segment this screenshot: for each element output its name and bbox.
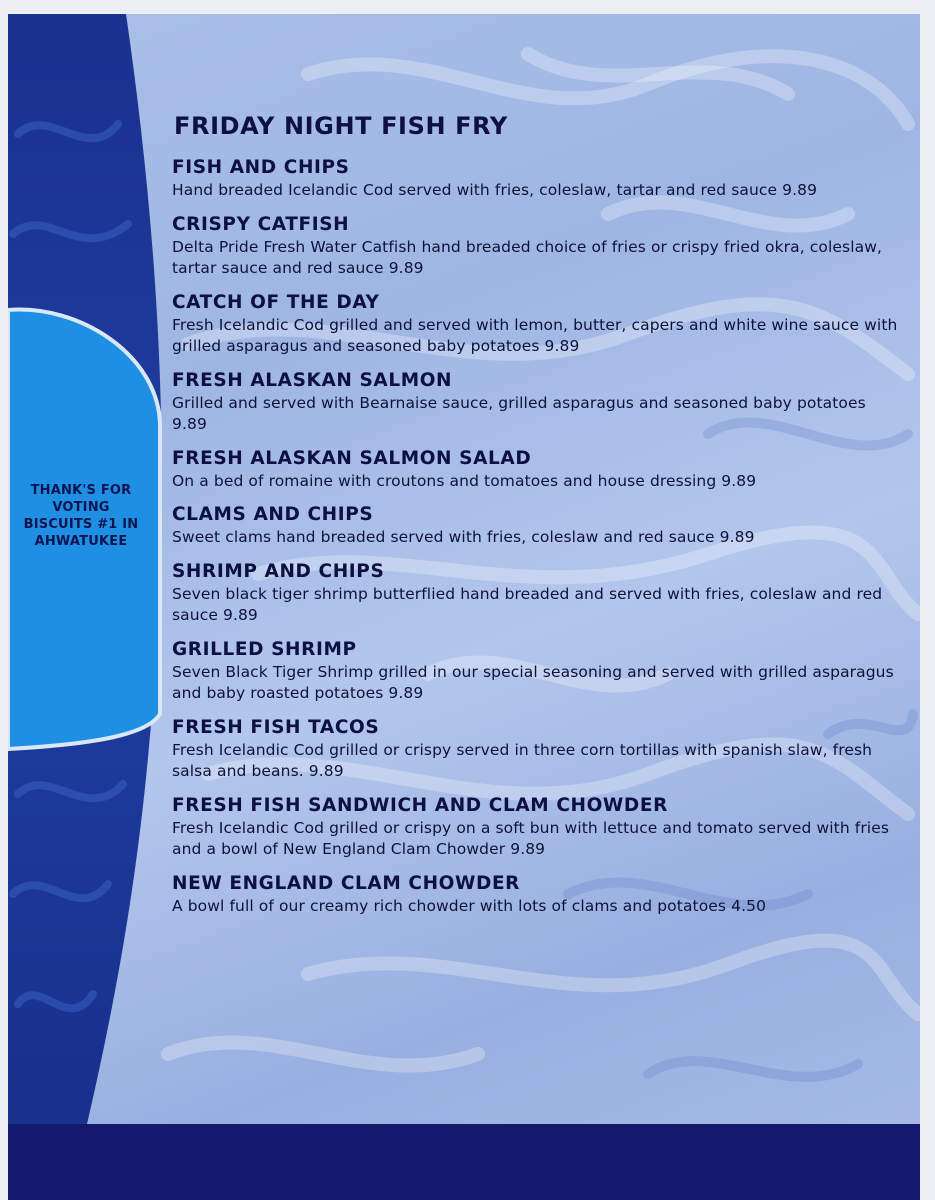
item-description: On a bed of romaine with croutons and tomatoes and house dressing 9.89 xyxy=(172,471,757,490)
item-description: Seven black tiger shrimp butterflied hand breaded and served with fries, coleslaw and red sauce 9.89 xyxy=(172,584,883,624)
item-name: CRISPY CATFISH xyxy=(172,213,350,235)
item-name: NEW ENGLAND CLAM CHOWDER xyxy=(172,872,521,894)
item-name: GRILLED SHRIMP xyxy=(172,638,357,660)
menu-item-grilled-shrimp xyxy=(172,638,902,705)
menu-item-salmon-salad xyxy=(172,447,902,493)
side-thanks-note xyxy=(2,482,160,550)
side-note-line: VOTING xyxy=(52,500,110,515)
item-name: FRESH FISH SANDWICH AND CLAM CHOWDER xyxy=(172,794,668,816)
side-note-line: BISCUITS #1 IN xyxy=(23,517,139,532)
side-note-line: AHWATUKEE xyxy=(34,534,128,549)
item-description: Fresh Icelandic Cod grilled and served with lemon, butter, capers and white wine sauce with grilled asparagus and seasoned baby potatoes 9.89 xyxy=(172,315,898,355)
menu-item-fish-and-chips xyxy=(172,156,902,202)
item-name: CLAMS AND CHIPS xyxy=(172,504,374,525)
item-name: FRESH FISH TACOS xyxy=(172,716,380,738)
item-name: SHRIMP AND CHIPS xyxy=(172,560,385,582)
menu-item-crispy-catfish xyxy=(172,213,902,280)
item-description: Grilled and served with Bearnaise sauce, grilled asparagus and seasoned baby potatoes 9.89 xyxy=(172,393,866,433)
item-name: FRESH ALASKAN SALMON xyxy=(172,369,453,391)
item-description: Fresh Icelandic Cod grilled or crispy served in three corn tortillas with spanish slaw, fresh salsa and beans. 9.89 xyxy=(172,740,873,780)
bottom-navy-bar xyxy=(8,1124,920,1200)
item-description: Delta Pride Fresh Water Catfish hand breaded choice of fries or crispy fried okra, coleslaw, tartar sauce and red sauce 9.89 xyxy=(172,237,883,277)
menu-item-fresh-alaskan-salmon xyxy=(172,369,902,436)
menu-title: FRIDAY NIGHT FISH FRY xyxy=(174,112,508,140)
menu-item-catch-of-the-day xyxy=(172,291,902,358)
item-description: Sweet clams hand breaded served with fries, coleslaw and red sauce 9.89 xyxy=(172,528,755,546)
item-description: A bowl full of our creamy rich chowder with lots of clams and potatoes 4.50 xyxy=(172,896,767,915)
menu-item-shrimp-and-chips xyxy=(172,560,902,627)
item-name: FRESH ALASKAN SALMON SALAD xyxy=(172,447,532,469)
menu-item-fish-sandwich-chowder xyxy=(172,794,902,861)
menu-item-list xyxy=(172,156,902,928)
side-note-line: THANK'S FOR xyxy=(30,483,132,498)
menu-item-clam-chowder xyxy=(172,872,902,918)
item-name: CATCH OF THE DAY xyxy=(172,291,380,313)
item-description: Seven Black Tiger Shrimp grilled in our special seasoning and served with grilled asparagus and baby roasted potatoes 9.89 xyxy=(172,662,894,702)
item-description: Hand breaded Icelandic Cod served with fries, coleslaw, tartar and red sauce 9.89 xyxy=(172,181,818,199)
menu-item-clams-and-chips xyxy=(172,503,902,549)
item-name: FISH AND CHIPS xyxy=(172,157,350,178)
item-description: Fresh Icelandic Cod grilled or crispy on a soft bun with lettuce and tomato served with fries and a bowl of New England Clam Chowder 9.89 xyxy=(172,818,890,858)
menu-item-fresh-fish-tacos xyxy=(172,716,902,783)
